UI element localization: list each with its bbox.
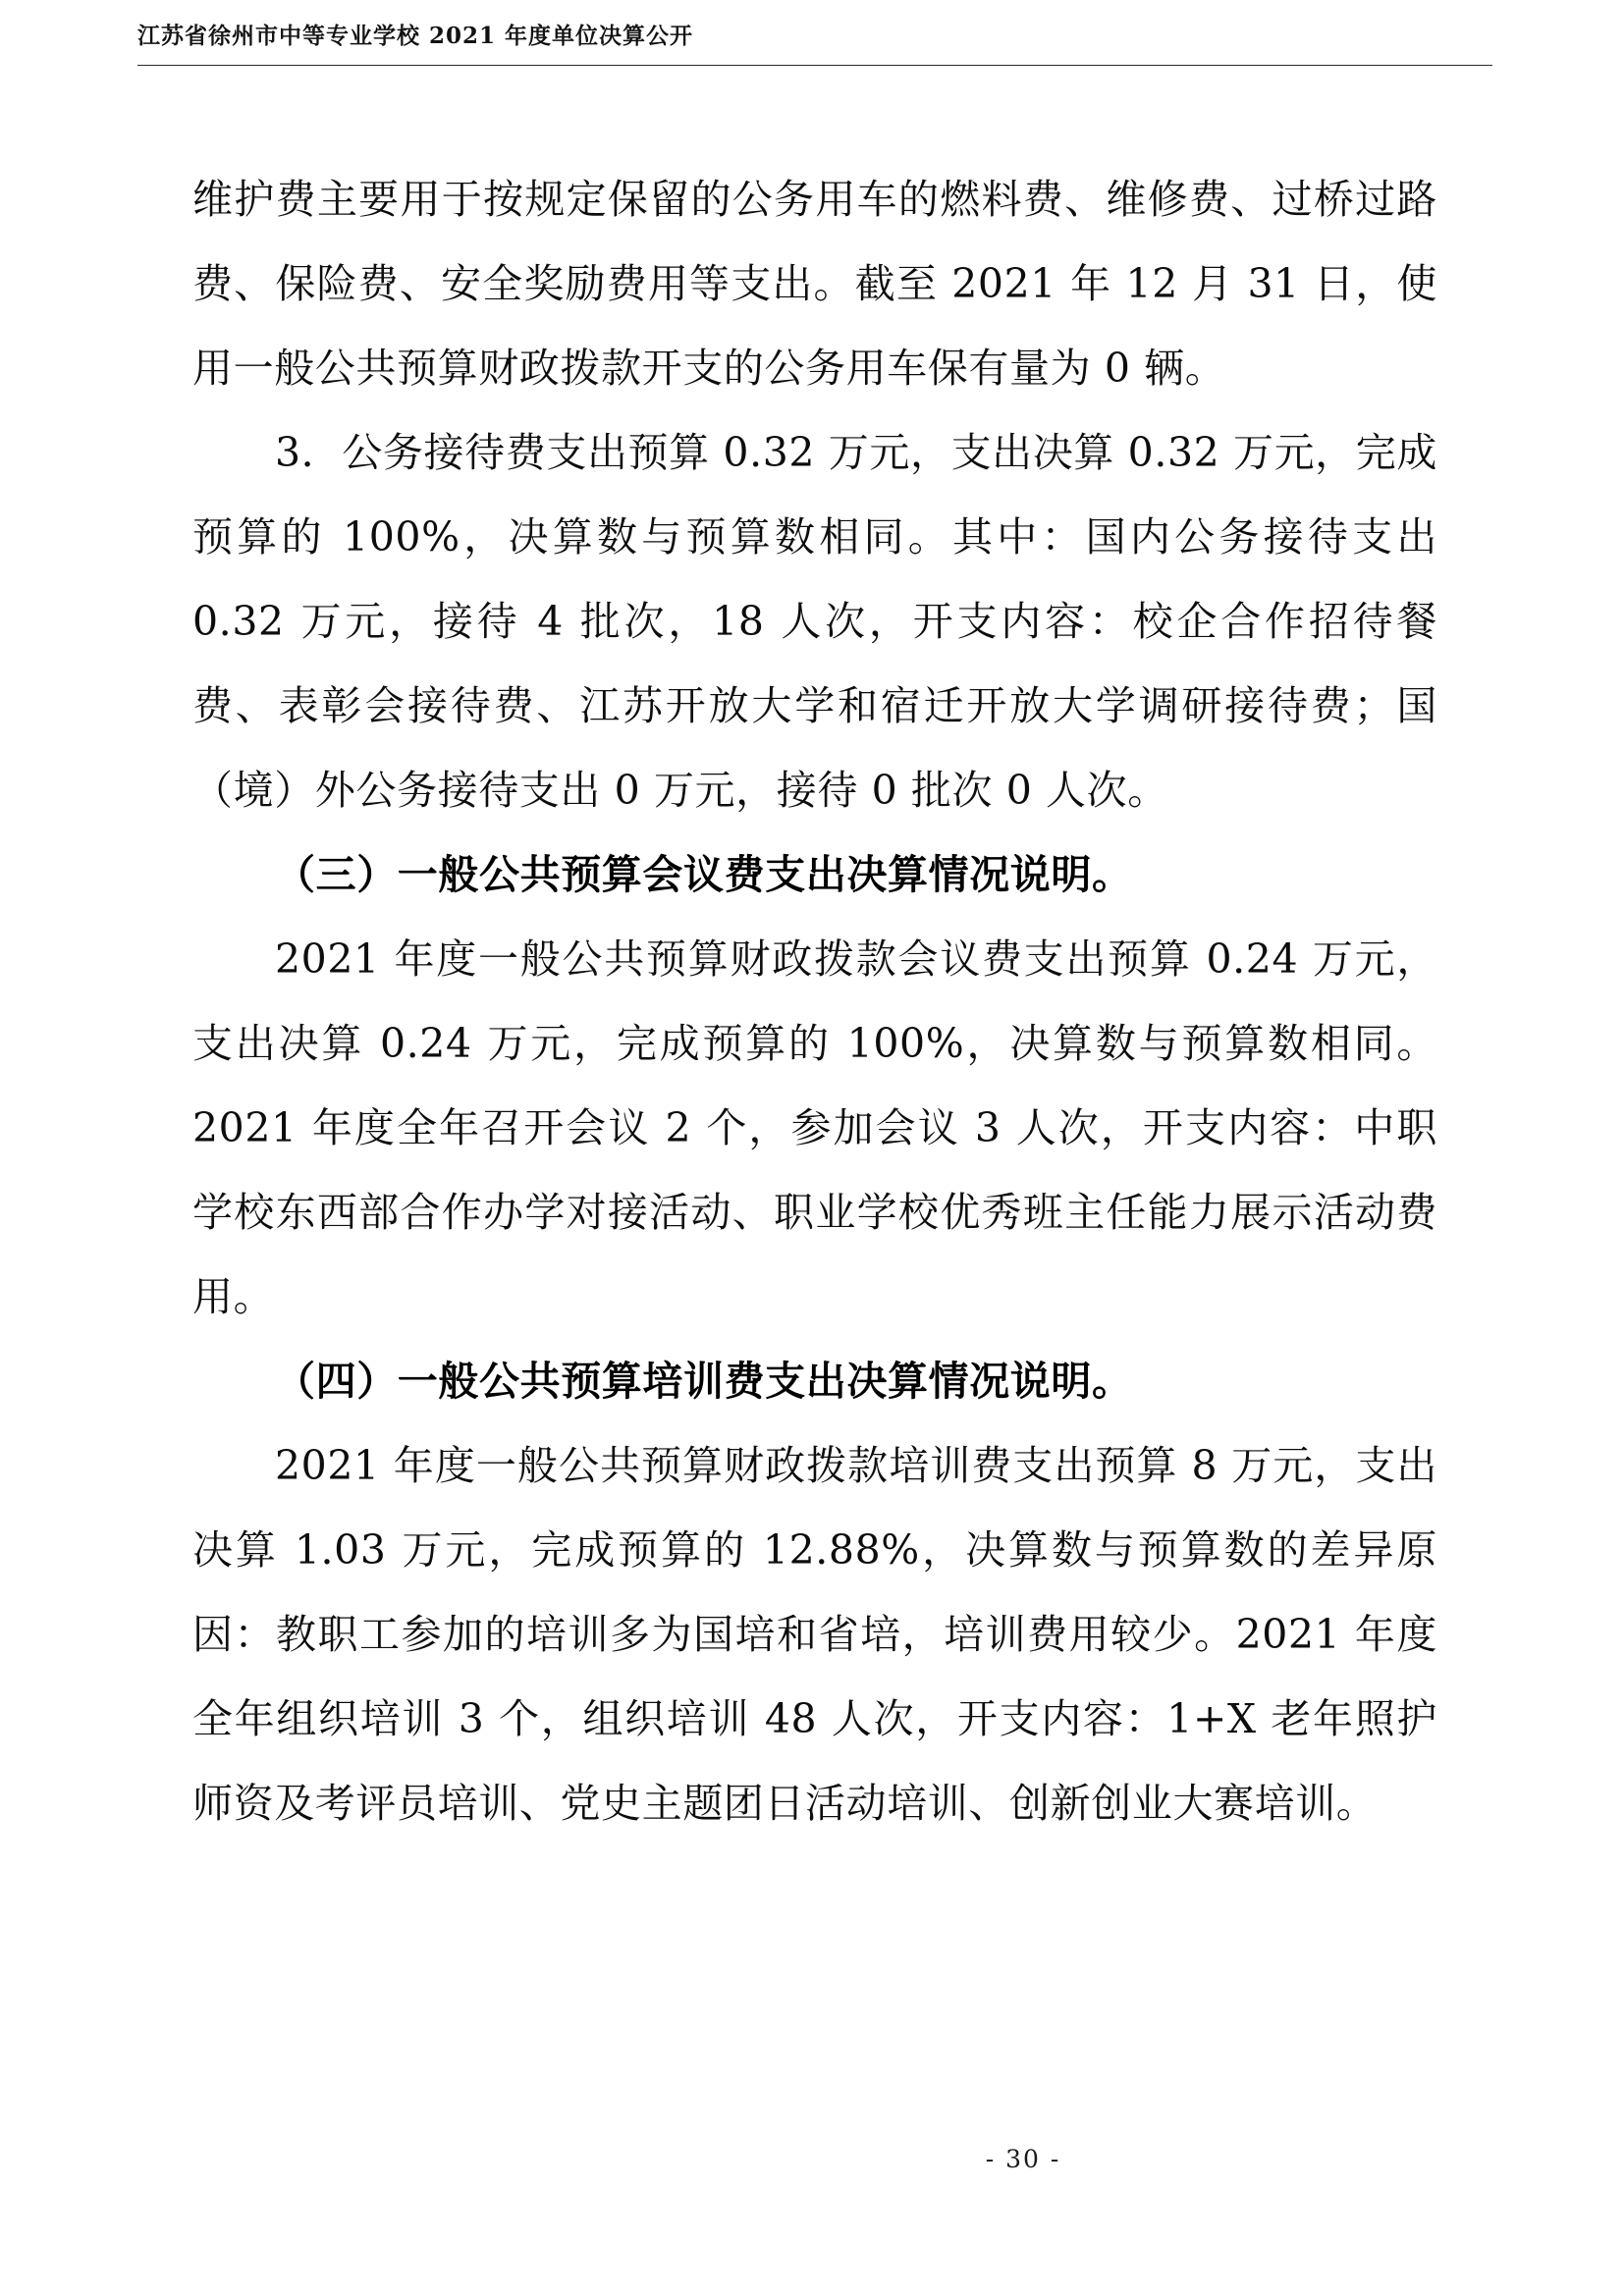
page-number: - 30 - — [985, 2145, 1061, 2173]
header-divider — [137, 65, 1492, 66]
header-title: 江苏省徐州市中等专业学校 2021 年度单位决算公开 — [137, 23, 694, 49]
paragraph-training-fee: 2021 年度一般公共预算财政拨款培训费支出预算 8 万元，支出决算 1.03 万元，完成预算的 12.88%，决算数与预算数的差异原因：教职工参加的培训多为国培和省培，培训费用较少。2021 年度全年组织培训 3 个，组织培训 48 人次，开支内容：1+X 老年照护师资及考评员培训、党史主题团日活动培训、创新创业大赛培训。 — [192, 1442, 1437, 1827]
paragraph-meeting-fee: 2021 年度一般公共预算财政拨款会议费支出预算 0.24 万元，支出决算 0.24 万元，完成预算的 100%，决算数与预算数相同。2021 年度全年召开会议 2 个，参加会议 3 人次，开支内容：中职学校东西部合作办学对接活动、职业学校优秀班主任能力展示活动费用。 — [192, 935, 1437, 1320]
page-footer — [0, 2145, 1624, 2173]
running-header — [137, 22, 1492, 71]
heading-section-4: （四）一般公共预算培训费支出决算情况说明。 — [275, 1358, 1133, 1405]
paragraph-official-reception-item-3: 3．公务接待费支出预算 0.32 万元，支出决算 0.32 万元，完成预算的 100%，决算数与预算数相同。其中：国内公务接待支出 0.32 万元，接待 4 批次，18 人次，开支内容：校企合作招待餐费、表彰会接待费、江苏开放大学和宿迁开放大学调研接待费；国（境）外公务接待支出 0 万元，接待 0 批次 0 人次。 — [192, 429, 1437, 814]
document-body — [192, 157, 1437, 1845]
heading-section-3: （三）一般公共预算会议费支出决算情况说明。 — [275, 851, 1133, 898]
paragraph-vehicle-maintenance: 维护费主要用于按规定保留的公务用车的燃料费、维修费、过桥过路费、保险费、安全奖励费用等支出。截至 2021 年 12 月 31 日，使用一般公共预算财政拨款开支的公务用车保有量为 0 辆。 — [192, 176, 1437, 392]
